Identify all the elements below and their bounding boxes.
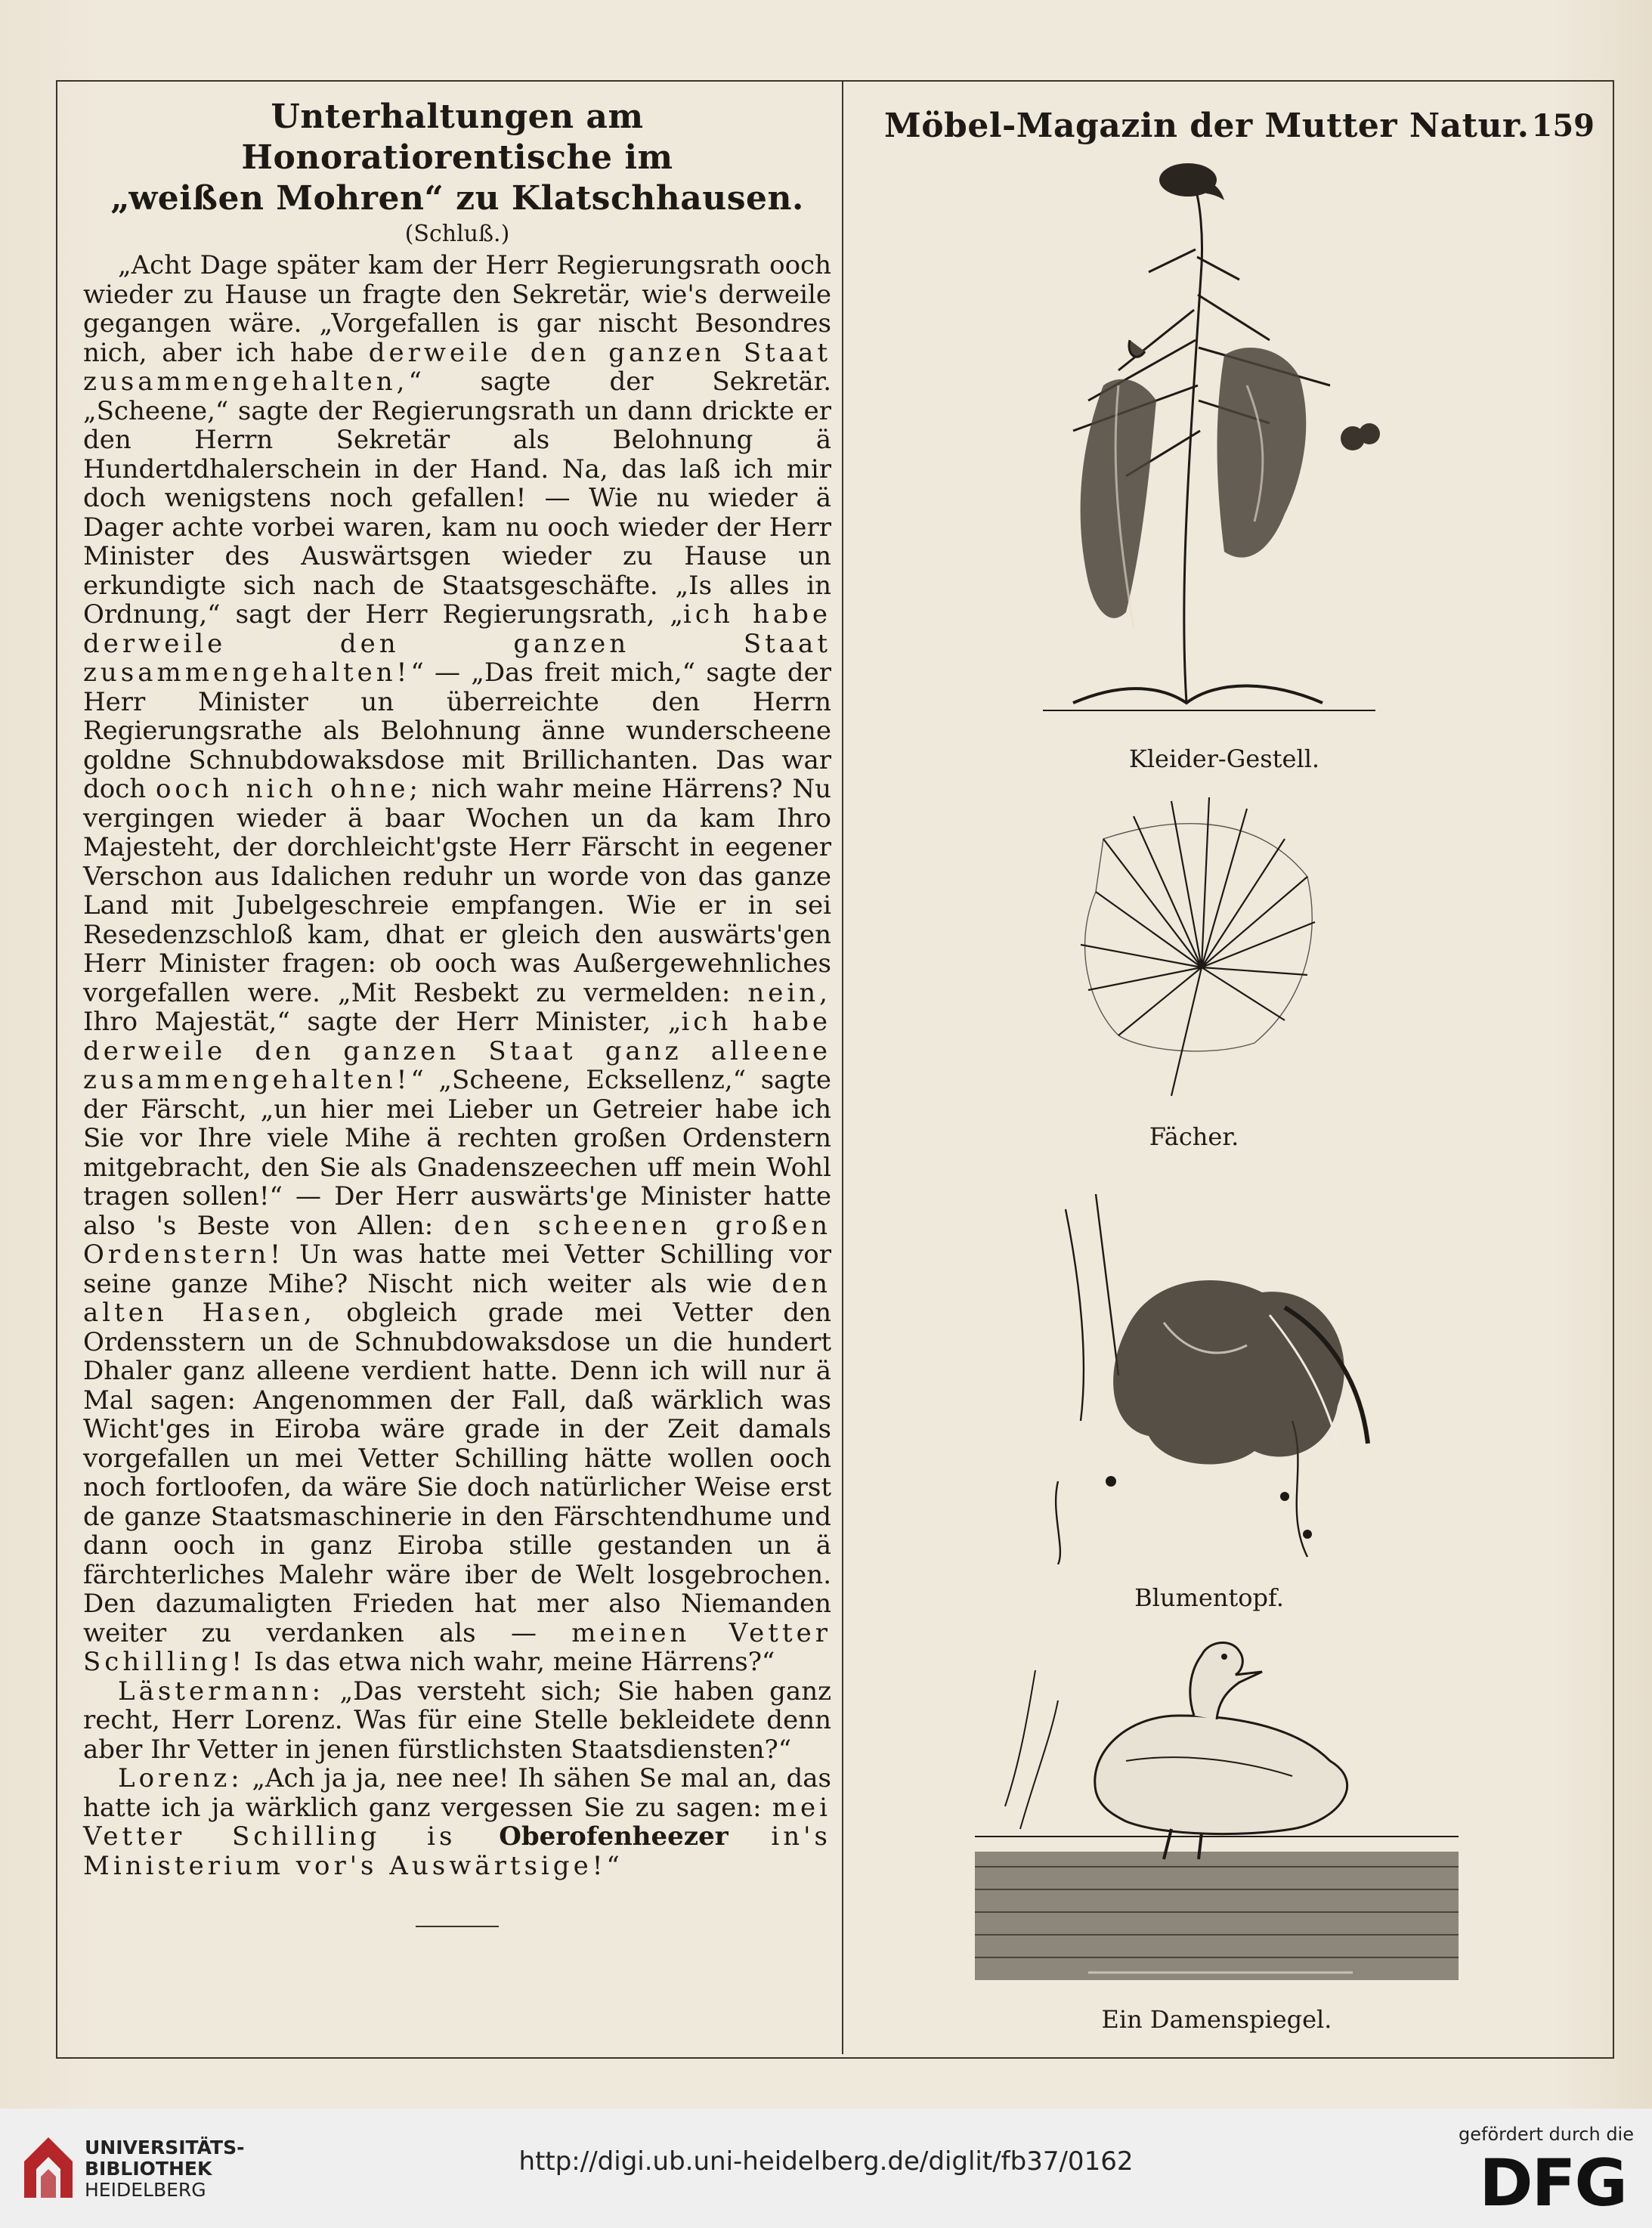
spaced-text: den alten Hasen, — [83, 1268, 831, 1328]
caption-faecher: Fächer. — [1149, 1122, 1239, 1151]
spaced-text: ich habe derweile den ganzen Staat zusammengehalten! — [83, 599, 831, 688]
text-run: „Acht Dage später kam der Herr Regierungsrath ooch wieder zu Hause un fragte den Sekretär, wie's derweile gegangen wäre. „Vorgefallen is gar nischt Besondres nich, aber ich habe — [83, 250, 831, 368]
right-header — [869, 106, 1595, 151]
paragraph-3 — [83, 1764, 831, 1880]
speaker-name: Lorenz: — [118, 1763, 243, 1793]
dfg-logo[interactable]: DFG — [1479, 2146, 1626, 2221]
caption-blumentopf: Blumentopf. — [1134, 1583, 1284, 1612]
section-title: Möbel-Magazin der Mutter Natur. — [884, 107, 1530, 145]
viewer-footer — [0, 2109, 1652, 2228]
caption-kleider-gestell: Kleider-Gestell. — [1128, 744, 1320, 773]
spaced-text: derweile den ganzen Staat zusammengehalten, — [83, 337, 832, 397]
text-run: nich wahr meine Härrens? Nu vergingen wieder ä baar Wochen un da kam Ihro Majesteht, der dorchleicht'gste Herr Färscht in eegener Verschon aus Idalichen reduhr un worde von das ganze Land mit Jubelgeschreie empfangen. Wie er in sei Resedenzschloß kam, dhat er gleich den auswärts'gen Herr Minister fragen: ob ooch was Außergewehnliches vorgefallen were. „Mit Resbekt zu vermelden: — [83, 774, 831, 1008]
spaced-text: nein, — [747, 977, 831, 1008]
spaced-text: ich habe derweile den ganzen Staat ganz alleene zusammengehalten! — [83, 1007, 831, 1095]
article-body — [83, 251, 831, 1880]
faecher-illustration — [1058, 794, 1330, 1111]
text-run: „Ach ja ja, nee nee! Ih sähen Se mal an, das hatte ich ja wärklich ganz vergessen Sie zu sagen: — [83, 1763, 832, 1823]
text-run: “ „Scheene, Ecksellenz,“ sagte der Färscht, „un hier mei Lieber un Getreier habe ich Sie vor Ihre viele Mihe ä rechten großen Ordenstern mitgebracht, den Sie als Gnadenszeechen uff mein Wohl tragen sollen!“ — Der Herr auswärts'ge Minister hatte also 's Beste von Allen: — [83, 1065, 831, 1241]
permalink-url[interactable]: http://digi.ub.uni-heidelberg.de/diglit/fb37/0162 — [518, 2146, 1134, 2177]
end-rule — [416, 1926, 499, 1927]
text-run: „Das versteht sich; Sie haben ganz recht, Herr Lorenz. Was für eine Stelle bekleidete denn aber Ihr Vetter in jenen fürstlichsten Staatsdiensten?“ — [83, 1676, 832, 1765]
text-run: “ — [606, 1850, 620, 1881]
text-run: “ — „Das freit mich,“ sagte der Herr Minister un überreichte den Herrn Regierungsrathe als Belohnung änne wunderscheene goldne Schnubdowaksdose mit Brillichanten. Das war doch — [83, 658, 831, 804]
blumentopf-illustration — [1035, 1194, 1391, 1564]
spaced-text: meinen Vetter Schilling! — [83, 1617, 832, 1677]
funded-by-label: gefördert durch die — [1459, 2124, 1634, 2145]
library-line-1: UNIVERSITÄTS- — [85, 2137, 245, 2158]
text-run: obgleich grade mei Vetter den Ordensstern un de Schnubdowaksdose un die hundert Dhaler ganz alleene verdient hatte. Denn ich will nur ä Mal sagen: Angenommen der Fall, daß wärklich was Wicht'ges in Eiroba wäre grade in der Zeit damals vorgefallen un mei Vetter Schilling hätte wollen ooch noch fortloofen, da wäre Sie doch natürlicher Weise erst de ganze Staatsmaschinerie in den Färschtendhume und dann ooch in ganz Eiroba stille gestanden un ä färchterliches Malehr wäre iber de Welt losgebrochen. Den dazumaligten Frieden hat mer also Niemanden weiter zu verdanken als — — [83, 1298, 831, 1648]
kleider-gestell-illustration — [998, 159, 1421, 733]
damenspiegel-illustration — [975, 1625, 1459, 1995]
caption-damenspiegel: Ein Damenspiegel. — [1101, 2005, 1332, 2034]
article-column — [83, 97, 831, 1927]
spaced-text: ooch nich ohne; — [155, 774, 422, 804]
article-title-line1: Unterhaltungen am Honoratiorentische im — [241, 97, 673, 177]
text-run: Un was hatte mei Vetter Schilling vor seine ganze Mihe? Nischt nich weiter als wie — [83, 1239, 831, 1299]
article-title-line2: „weißen Mohren“ zu Klatschhausen. — [110, 179, 804, 218]
spaced-text: den scheenen großen Ordenstern! — [83, 1210, 831, 1270]
page-number: 159 — [1531, 108, 1595, 144]
text-run: Is das etwa nich wahr, meine Härrens?“ — [253, 1647, 775, 1677]
library-line-2: BIBLIOTHEK — [85, 2158, 212, 2180]
bold-text: Oberofenheezer — [499, 1821, 729, 1852]
paragraph-2 — [83, 1677, 831, 1765]
article-subtitle: (Schluß.) — [404, 221, 510, 247]
paragraph-1 — [83, 251, 831, 1677]
text-run: “ sagte der Sekretär. „Scheene,“ sagte der Regierungsrath un dann drickte er den Herrn Sekretär als Belohnung ä Hundertdhalerschein in der Hand. Na, das laß ich mir doch wenigstens noch gefallen! — Wie nu wieder ä Dager achte vorbei waren, kam nu ooch wieder der Herr Minister des Auswärtsgen wieder zu Hause un erkundigte sich nach de Staatsgeschäfte. „Is alles in Ordnung,“ sagt der Herr Regierungsrath, „ — [83, 367, 831, 630]
speaker-name: Lästermann: — [118, 1676, 325, 1707]
spaced-text: mei Vetter Schilling is — [83, 1792, 832, 1852]
library-line-3: HEIDELBERG — [85, 2179, 206, 2201]
column-divider — [842, 82, 843, 2054]
spaced-text: in's Ministerium vor's Auswärtsige! — [83, 1821, 831, 1881]
text-run: Ihro Majestät,“ sagte der Herr Minister, „ — [83, 1007, 682, 1037]
